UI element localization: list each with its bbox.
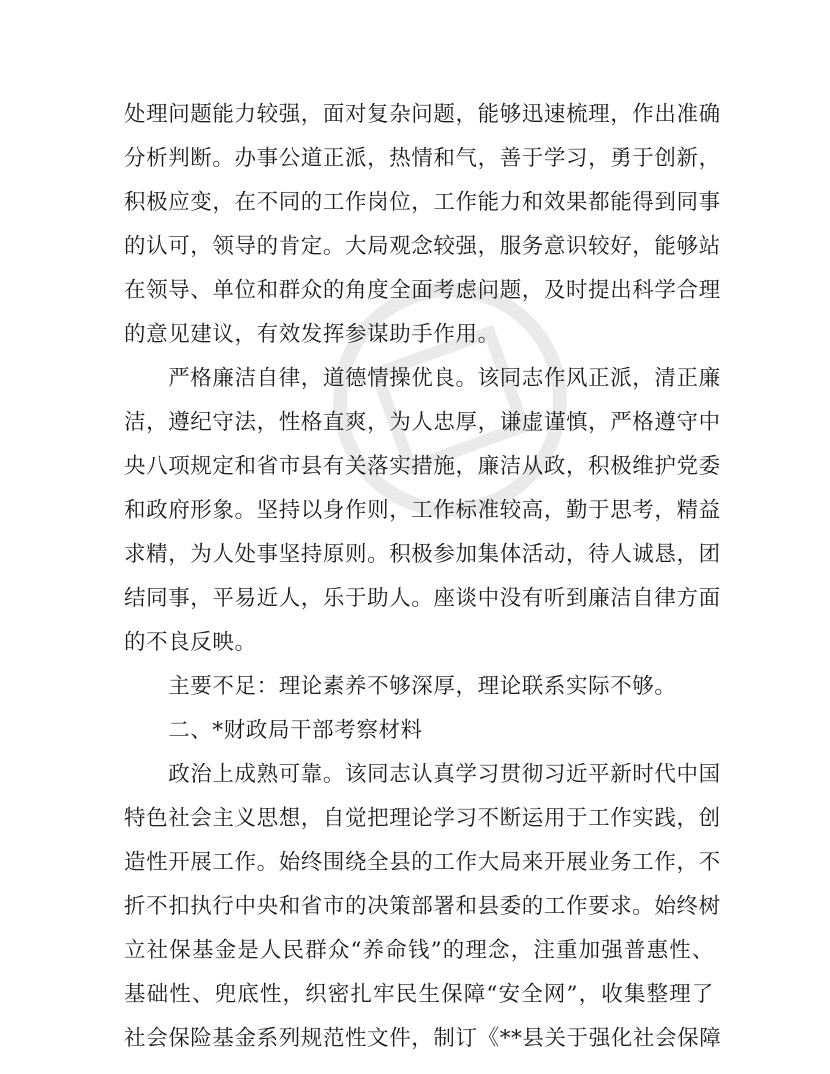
deficiency-line: 主要不足：理论素养不够深厚，理论联系实际不够。	[124, 674, 677, 699]
body-line-2: 分析判断。办事公道正派，热情和气，善于学习，勇于创新，	[124, 146, 721, 171]
body-line-20: 立社保基金是人民群众“养命钱”的理念，注重加强普惠性、	[124, 938, 714, 963]
body-line-9: 央八项规定和省市县有关落实措施，廉洁从政，积极维护党委	[124, 454, 721, 479]
watermark-seal-icon	[300, 270, 600, 530]
body-line-3: 积极应变，在不同的工作岗位，工作能力和效果都能得到同事	[124, 190, 721, 215]
body-line-10: 和政府形象。坚持以身作则，工作标准较高，勤于思考，精益	[124, 498, 721, 523]
body-line-1: 处理问题能力较强，面对复杂问题，能够迅速梳理，作出准确	[124, 102, 721, 127]
body-line-22: 社会保险基金系列规范性文件，制订《**县关于强化社会保障	[124, 1026, 722, 1051]
body-line-13: 的不良反映。	[124, 630, 257, 655]
body-line-17: 特色社会主义思想，自觉把理论学习不断运用于工作实践，创	[124, 806, 721, 831]
body-line-4: 的认可，领导的肯定。大局观念较强，服务意识较好，能够站	[124, 234, 721, 259]
body-line-7: 严格廉洁自律，道德情操优良。该同志作风正派，清正廉	[124, 366, 721, 391]
body-line-21: 基础性、兜底性，织密扎牢民生保障“安全网”，收集整理了	[124, 982, 714, 1007]
body-line-5: 在领导、单位和群众的角度全面考虑问题，及时提出科学合理	[124, 278, 721, 303]
section-heading: 二、*财政局干部考察材料	[124, 718, 423, 743]
body-line-11: 求精，为人处事坚持原则。积极参加集体活动，待人诚恳，团	[124, 542, 721, 567]
body-line-6: 的意见建议，有效发挥参谋助手作用。	[124, 322, 500, 347]
body-line-18: 造性开展工作。始终围绕全县的工作大局来开展业务工作，不	[124, 850, 721, 875]
body-line-19: 折不扣执行中央和省市的决策部署和县委的工作要求。始终树	[124, 894, 721, 919]
body-line-8: 洁，遵纪守法，性格直爽，为人忠厚，谦虚谨慎，严格遵守中	[124, 410, 721, 435]
body-line-16: 政治上成熟可靠。该同志认真学习贯彻习近平新时代中国	[124, 762, 721, 787]
body-line-12: 结同事，平易近人，乐于助人。座谈中没有听到廉洁自律方面	[124, 586, 721, 611]
